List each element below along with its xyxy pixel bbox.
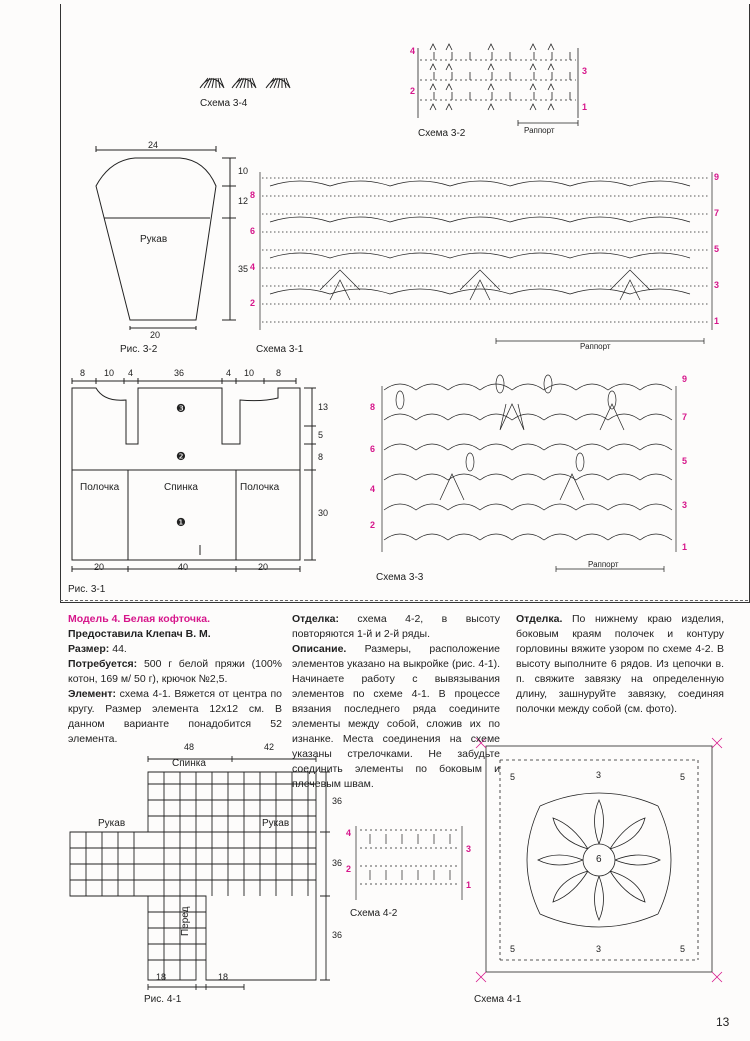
schema-3-2-grid [418, 44, 578, 126]
body-dim-t1: 8 [80, 368, 86, 378]
m4-dim-top2: 42 [264, 742, 275, 752]
schema-3-1-rapport: Раппорт [580, 342, 611, 351]
body-dim-t4: 36 [174, 368, 185, 378]
body-pattern [72, 378, 316, 572]
s42-row-4: 4 [346, 828, 352, 838]
sleeve-dim-bottom: 20 [150, 330, 161, 340]
article-col-1 [68, 612, 282, 747]
body-marker-1: ❶ [176, 517, 186, 529]
s32-row-4: 4 [410, 46, 416, 56]
article-desc: Описание. Размеры, расположение элементов указано на выкройке (рис. 4-1). Начинаете работу с вывязывания элементов по схеме 4-1. В процессе вязания последнего ряда соедините элементы между собой, сложив их по изнанке. Места соединения на схеме указаны стрелочками. Не забудьте соединить элементы по боковым и плечевым швам. [292, 643, 500, 790]
m4-label-sleeve-right: Рукав [262, 818, 290, 829]
body-dim-b2: 40 [178, 562, 189, 572]
body-dim-t2: 10 [104, 368, 115, 378]
article-finish: Отделка: схема 4-2, в высоту повторяются 1-й и 2-й ряды. [292, 613, 500, 640]
body-dim-r1: 13 [318, 402, 329, 412]
schema-3-2-rapport: Раппорт [524, 126, 555, 135]
schema-3-1-grid [260, 172, 712, 344]
schema-4-1-label: Схема 4-1 [474, 994, 522, 1005]
body-dim-b3: 20 [258, 562, 269, 572]
sleeve-dim-2: 12 [238, 196, 249, 206]
body-dim-r2: 5 [318, 430, 324, 440]
sleeve-dim-top: 24 [148, 140, 159, 150]
s32-row-1: 1 [582, 102, 588, 112]
body-dim-b1: 20 [94, 562, 105, 572]
schema-3-4-fans [200, 78, 290, 88]
s32-row-3: 3 [582, 66, 588, 76]
motif-5-bl: 5 [510, 944, 516, 954]
schema-4-2-label: Схема 4-2 [350, 908, 398, 919]
page-number: 13 [716, 1015, 730, 1029]
m4-dim-r2: 36 [332, 858, 343, 868]
s31-row-3: 3 [714, 280, 720, 290]
body-dim-t6: 10 [244, 368, 255, 378]
body-marker-2: ❷ [176, 451, 186, 463]
s33-row-8: 8 [370, 402, 376, 412]
s31-row-8: 8 [250, 190, 256, 200]
s33-row-6: 6 [370, 444, 376, 454]
s33-row-3: 3 [682, 500, 688, 510]
schema-3-1-label: Схема 3-1 [256, 344, 304, 355]
sleeve-label: Рукав [140, 234, 168, 245]
schema-4-2-grid [356, 826, 462, 900]
fig-4-1-label: Рис. 4-1 [144, 994, 182, 1005]
m4-label-pered: Перед [180, 906, 191, 936]
article-author: Предоставила Клепач В. М. [68, 628, 211, 640]
s33-row-2: 2 [370, 520, 376, 530]
body-dim-r4: 30 [318, 508, 329, 518]
body-dim-t5: 4 [226, 368, 232, 378]
m4-label-sleeve-left: Рукав [98, 818, 126, 829]
s33-row-1: 1 [682, 542, 688, 552]
body-label-spinka: Спинка [164, 482, 198, 493]
fig-3-2-label: Рис. 3-2 [120, 344, 158, 355]
s31-row-6: 6 [250, 226, 256, 236]
body-label-polochka-left: Полочка [80, 482, 120, 493]
m4-dim-top1: 48 [184, 742, 195, 752]
s42-row-2: 2 [346, 864, 352, 874]
m4-dim-b2: 18 [218, 972, 229, 982]
article-col-2 [292, 612, 500, 792]
article-col-3 [516, 612, 724, 717]
s31-row-4: 4 [250, 262, 256, 272]
s33-row-5: 5 [682, 456, 688, 466]
body-dim-r3: 8 [318, 452, 324, 462]
schema-3-4-label: Схема 3-4 [200, 98, 248, 109]
body-label-polochka-right: Полочка [240, 482, 280, 493]
article-finish2: Отделка. По нижнему краю изделия, боковым краям полочек и контуру горловины вяжите узором по схеме 4-2. В высоту выполните 6 рядов. Из цепочки в. п. свяжите завязку на определенную длину, зашнуруйте завязку, соединяя полочки между собой (см. фото). [516, 613, 724, 715]
schema-3-2-label: Схема 3-2 [418, 128, 466, 139]
body-dim-t7: 8 [276, 368, 282, 378]
m4-label-spinka: Спинка [172, 758, 206, 769]
schema-3-3-rapport: Раппорт [588, 560, 619, 569]
body-dim-t3: 4 [128, 368, 134, 378]
s32-row-2: 2 [410, 86, 416, 96]
motif-center: 6 [596, 854, 602, 865]
sleeve-dim-1: 10 [238, 166, 249, 176]
article-size: Размер: 44. [68, 643, 127, 655]
motif-3-top: 3 [596, 770, 602, 780]
s31-row-2: 2 [250, 298, 256, 308]
body-marker-3: ❸ [176, 403, 186, 415]
motif-5-br: 5 [680, 944, 686, 954]
schema-3-3-grid [382, 375, 676, 572]
motif-5-tr: 5 [680, 772, 686, 782]
s33-row-7: 7 [682, 412, 688, 422]
s42-row-3: 3 [466, 844, 472, 854]
article-title: Модель 4. Белая кофточка. [68, 613, 211, 625]
article-element: Элемент: схема 4-1. Вяжется от центра по кругу. Размер элемента 12x12 см. В данном варианте понадобится 52 элемента. [68, 688, 282, 745]
motif-5-tl: 5 [510, 772, 516, 782]
article-needs: Потребуется: 500 г белой пряжи (100% котон, 169 м/ 50 г), крючок №2,5. [68, 658, 282, 685]
motif-3-bottom: 3 [596, 944, 602, 954]
fig-3-1-label: Рис. 3-1 [68, 584, 106, 595]
s33-row-4: 4 [370, 484, 376, 494]
m4-dim-r3: 36 [332, 930, 343, 940]
sleeve-dim-3: 35 [238, 264, 249, 274]
schema-3-3-label: Схема 3-3 [376, 572, 424, 583]
s31-row-1: 1 [714, 316, 720, 326]
s33-row-9: 9 [682, 374, 688, 384]
m4-dim-r1: 36 [332, 796, 343, 806]
s31-row-9: 9 [714, 172, 720, 182]
s42-row-1: 1 [466, 880, 472, 890]
s31-row-7: 7 [714, 208, 720, 218]
model4-pattern [70, 756, 330, 990]
s31-row-5: 5 [714, 244, 720, 254]
m4-dim-b1: 18 [156, 972, 167, 982]
